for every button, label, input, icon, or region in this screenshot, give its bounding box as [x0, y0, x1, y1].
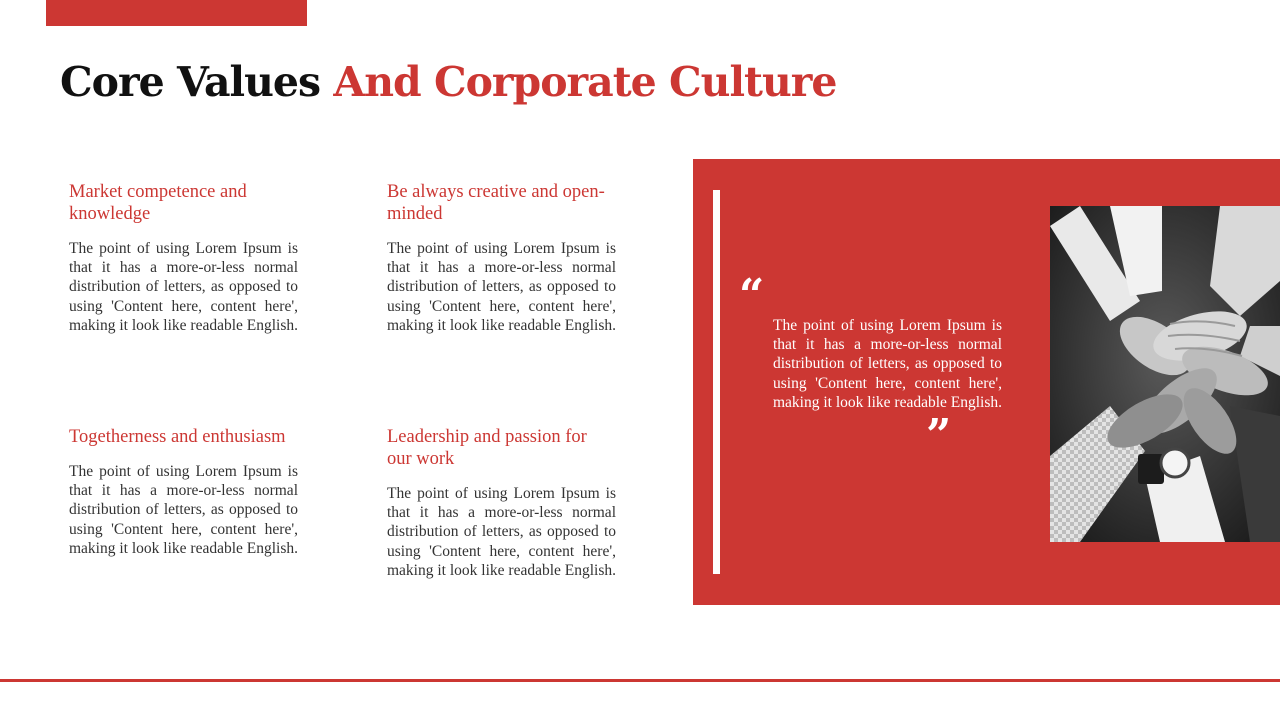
title-main: Core Values — [60, 58, 321, 106]
team-hands-photo — [1050, 206, 1280, 542]
value-card-leadership — [387, 426, 616, 580]
card-heading: Leadership and passion for our work — [387, 427, 587, 469]
card-heading: Togetherness and enthusiasm — [69, 427, 286, 447]
value-card-market-competence — [69, 181, 298, 335]
close-quote-icon: ” — [926, 410, 952, 461]
quote-divider-bar — [713, 190, 720, 574]
card-body: The point of using Lorem Ipsum is that it has a more-or-less normal distribution of letters, as opposed to using 'Content here, content here', making it look like readable English. — [387, 240, 617, 334]
card-heading: Market competence and knowledge — [69, 182, 247, 224]
card-body: The point of using Lorem Ipsum is that it has a more-or-less normal distribution of letters, as opposed to using 'Content here, content here', making it look like readable English. — [69, 240, 299, 334]
bottom-rule — [0, 679, 1280, 682]
card-body: The point of using Lorem Ipsum is that it has a more-or-less normal distribution of letters, as opposed to using 'Content here, content here', making it look like readable English. — [387, 485, 617, 579]
card-heading: Be always creative and open-minded — [387, 182, 605, 224]
card-body: The point of using Lorem Ipsum is that it has a more-or-less normal distribution of letters, as opposed to using 'Content here, content here', making it look like readable English. — [69, 463, 299, 557]
open-quote-icon: “ — [739, 270, 765, 321]
value-card-togetherness — [69, 426, 298, 558]
quote-text: The point of using Lorem Ipsum is that it has a more-or-less normal distribution of letters, as opposed to using 'Content here, content here', making it look like readable English. — [773, 317, 1003, 411]
title-accent: And Corporate Culture — [333, 58, 837, 106]
top-accent-bar — [46, 0, 307, 26]
page-title — [60, 58, 836, 106]
value-card-creative — [387, 181, 616, 335]
quote-panel — [693, 159, 1280, 605]
